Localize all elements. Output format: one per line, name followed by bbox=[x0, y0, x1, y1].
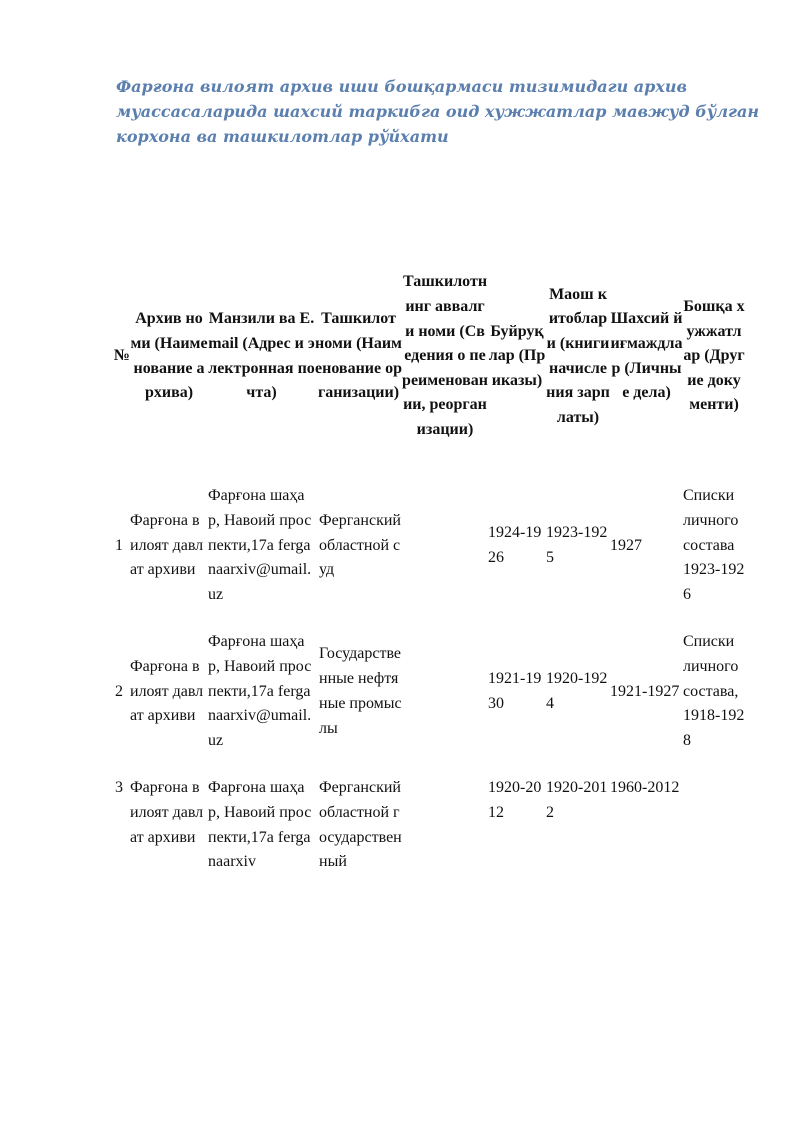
cell-organization: Государственные нефтяные промыслы bbox=[319, 645, 402, 737]
cell-address: Фарғона шаҳар, Навоий проспекти,17а ferganaarxiv@umail.uz bbox=[208, 487, 312, 604]
page-title bbox=[116, 74, 760, 149]
cell-payroll: 1923-1925 bbox=[546, 524, 608, 566]
cell-previous-name bbox=[402, 776, 488, 897]
cell-personal-files: 1921-1927 bbox=[610, 682, 680, 700]
cell-previous-name bbox=[402, 484, 488, 630]
cell-organization: Ферганский областной суд bbox=[319, 511, 401, 579]
cell-orders: 1921-1930 bbox=[488, 670, 542, 712]
cell-previous-name bbox=[402, 630, 488, 776]
table-row bbox=[113, 630, 745, 776]
cell-payroll: 1920-1924 bbox=[546, 670, 608, 712]
cell-other-documents: Списки личного состава 1923-1926 bbox=[683, 487, 745, 604]
table-row bbox=[113, 776, 745, 897]
cell-number: 2 bbox=[115, 682, 123, 700]
header-personal-files: Шахсий йиғмаждлар (Личные дела) bbox=[610, 310, 683, 402]
cell-address: Фарғона шаҳар, Навоий проспекти,17а ferganaarxiv@umail.uz bbox=[208, 632, 312, 750]
header-archive-name: Архив номи (Наименование архива) bbox=[130, 310, 208, 402]
header-number: № bbox=[113, 347, 130, 365]
header-organization: Ташкилот номи (Наименование организации) bbox=[315, 310, 402, 402]
title-line: Фарғона вилоят архив иши бошқармаси тизимидаги архив bbox=[116, 77, 687, 96]
header-address: Манзили ва E.mail (Адрес и электронная почта) bbox=[208, 310, 315, 402]
title-line: муассасаларида шахсий таркибга оид хужжатлар мавжуд бўлган bbox=[116, 102, 760, 121]
cell-payroll: 1920-2012 bbox=[546, 778, 608, 821]
cell-orders: 1924-1926 bbox=[488, 524, 542, 566]
cell-archive-name: Фарғона вилоят давлат архиви bbox=[130, 511, 204, 579]
cell-archive-name: Фарғона вилоят давлат архиви bbox=[130, 657, 204, 725]
cell-other-documents: Списки личного состава, 1918-1928 bbox=[683, 632, 745, 750]
cell-orders: 1920-2012 bbox=[488, 778, 542, 821]
cell-organization: Ферганский областной государственный bbox=[319, 778, 402, 871]
cell-number: 3 bbox=[115, 778, 123, 796]
table-row bbox=[113, 484, 745, 630]
header-other-documents: Бошқа хужжатлар (Другие документи) bbox=[683, 298, 745, 414]
table-header-row bbox=[113, 229, 745, 484]
cell-number: 1 bbox=[115, 536, 123, 554]
header-payroll: Маош китоблари (книги начисления зарплаты) bbox=[546, 285, 610, 426]
cell-other-documents bbox=[683, 776, 745, 897]
header-previous-name: Ташкилотнинг аввалги номи (Сведения о переименовании, реорганизации) bbox=[402, 273, 488, 438]
title-line: корхона ва ташкилотлар рўйхати bbox=[116, 127, 449, 146]
cell-personal-files: 1927 bbox=[610, 536, 642, 554]
cell-personal-files: 1960-2012 bbox=[610, 778, 680, 796]
archive-table bbox=[113, 229, 745, 897]
header-orders: Буйруқлар (Приказы) bbox=[488, 322, 546, 389]
cell-address: Фарғона шаҳар, Навоий проспекти,17а ferganaarxiv bbox=[208, 778, 312, 871]
cell-archive-name: Фарғона вилоят давлат архиви bbox=[130, 778, 204, 846]
